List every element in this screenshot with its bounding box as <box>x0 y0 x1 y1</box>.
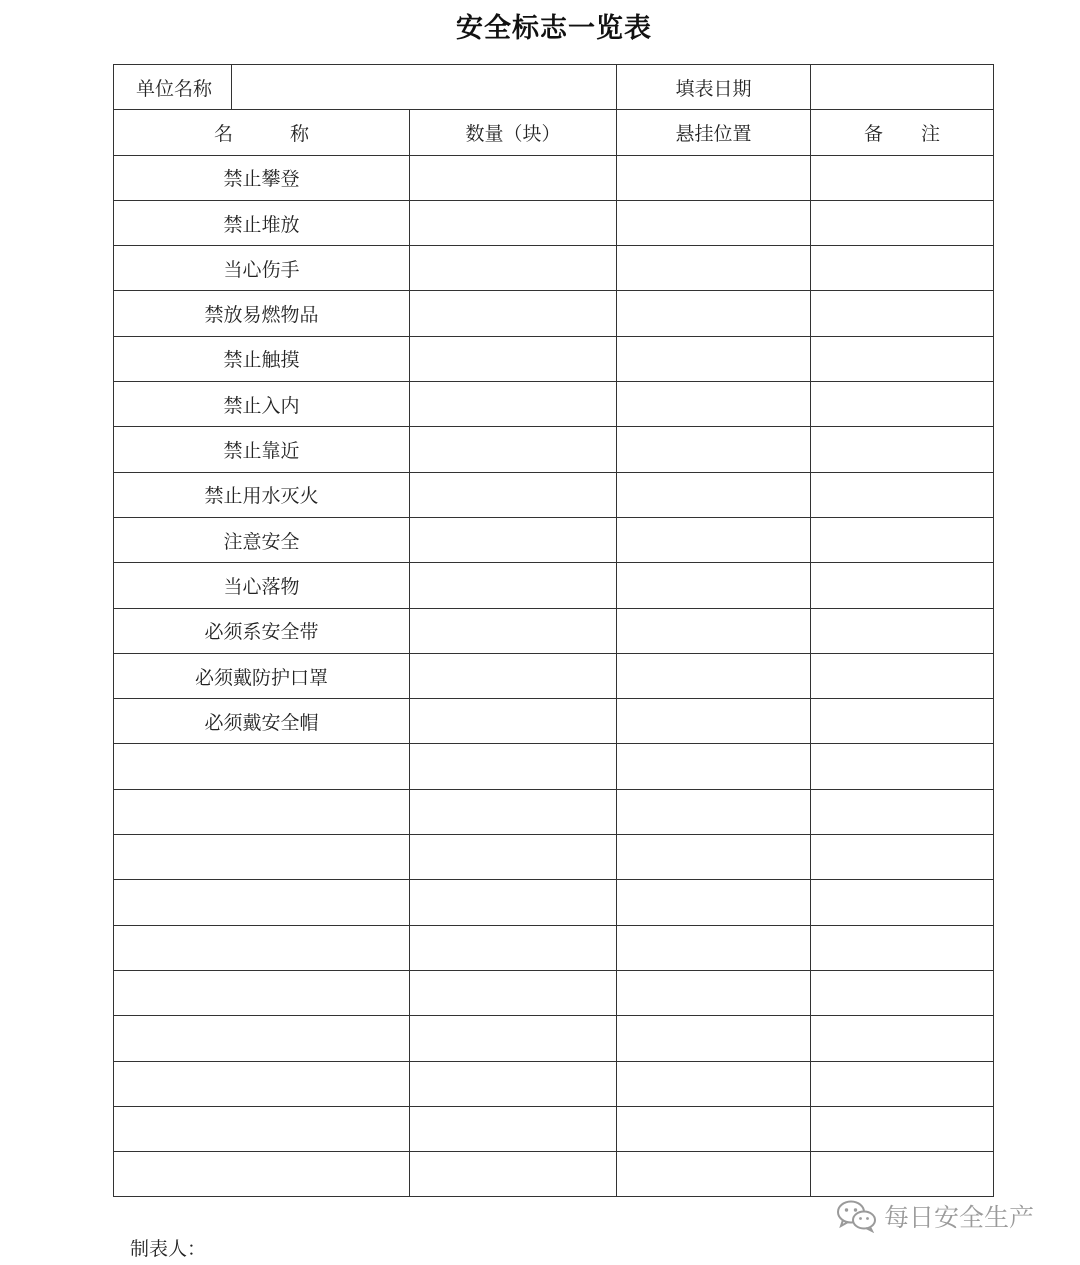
remark-cell[interactable] <box>811 382 994 427</box>
table-row <box>114 1106 994 1151</box>
quantity-cell[interactable] <box>410 291 617 336</box>
remark-cell[interactable] <box>811 246 994 291</box>
header-quantity: 数量（块） <box>410 110 617 155</box>
location-cell[interactable] <box>617 699 811 744</box>
quantity-cell[interactable] <box>410 472 617 517</box>
quantity-cell[interactable] <box>410 336 617 381</box>
quantity-cell[interactable] <box>410 382 617 427</box>
quantity-cell[interactable] <box>410 699 617 744</box>
quantity-cell[interactable] <box>410 970 617 1015</box>
remark-cell[interactable] <box>811 1061 994 1106</box>
table-row <box>114 1061 994 1106</box>
location-cell[interactable] <box>617 744 811 789</box>
sign-name-cell: 禁止靠近 <box>114 427 410 472</box>
remark-cell[interactable] <box>811 1106 994 1151</box>
table-row <box>114 653 994 698</box>
safety-sign-table <box>113 64 994 1197</box>
table-row <box>114 608 994 653</box>
table-row <box>114 382 994 427</box>
remark-cell[interactable] <box>811 970 994 1015</box>
quantity-cell[interactable] <box>410 925 617 970</box>
quantity-cell[interactable] <box>410 427 617 472</box>
sign-name-cell <box>114 835 410 880</box>
wechat-icon <box>836 1199 878 1233</box>
table-row <box>114 835 994 880</box>
sign-name-cell: 禁止堆放 <box>114 200 410 245</box>
table-row <box>114 925 994 970</box>
table-row <box>114 789 994 834</box>
sign-name-cell <box>114 970 410 1015</box>
table-row <box>114 970 994 1015</box>
quantity-cell[interactable] <box>410 789 617 834</box>
sign-name-cell: 禁止攀登 <box>114 155 410 200</box>
sign-name-cell: 必须戴安全帽 <box>114 699 410 744</box>
sign-name-cell: 必须系安全带 <box>114 608 410 653</box>
sign-name-cell: 禁止用水灭火 <box>114 472 410 517</box>
table-row <box>114 336 994 381</box>
sign-name-cell: 必须戴防护口罩 <box>114 653 410 698</box>
sign-name-cell: 禁止入内 <box>114 382 410 427</box>
unit-name-field[interactable] <box>232 65 617 110</box>
fill-date-label: 填表日期 <box>617 65 811 110</box>
remark-cell[interactable] <box>811 563 994 608</box>
remark-cell[interactable] <box>811 291 994 336</box>
table-row <box>114 427 994 472</box>
remark-cell[interactable] <box>811 699 994 744</box>
quantity-cell[interactable] <box>410 517 617 562</box>
location-cell[interactable] <box>617 1061 811 1106</box>
location-cell[interactable] <box>617 1106 811 1151</box>
sign-name-cell <box>114 1106 410 1151</box>
table-row <box>114 1016 994 1061</box>
location-cell[interactable] <box>617 563 811 608</box>
quantity-cell[interactable] <box>410 246 617 291</box>
location-cell[interactable] <box>617 336 811 381</box>
table-row <box>114 699 994 744</box>
header-name: 名 称 <box>114 110 410 155</box>
sign-name-cell: 禁放易燃物品 <box>114 291 410 336</box>
remark-cell[interactable] <box>811 744 994 789</box>
location-cell[interactable] <box>617 1016 811 1061</box>
table-row <box>114 563 994 608</box>
remark-cell[interactable] <box>811 1152 994 1197</box>
table-row <box>114 246 994 291</box>
table-row <box>114 744 994 789</box>
remark-cell[interactable] <box>811 789 994 834</box>
sign-name-cell: 注意安全 <box>114 517 410 562</box>
quantity-cell[interactable] <box>410 1061 617 1106</box>
remark-cell[interactable] <box>811 472 994 517</box>
remark-cell[interactable] <box>811 1016 994 1061</box>
remark-cell[interactable] <box>811 835 994 880</box>
header-row <box>114 110 994 155</box>
table-row <box>114 200 994 245</box>
remark-cell[interactable] <box>811 200 994 245</box>
header-remark: 备 注 <box>811 110 994 155</box>
info-row <box>114 65 994 110</box>
sign-name-cell: 当心伤手 <box>114 246 410 291</box>
unit-name-label: 单位名称 <box>114 65 232 110</box>
sign-name-cell <box>114 925 410 970</box>
quantity-cell[interactable] <box>410 1016 617 1061</box>
quantity-cell[interactable] <box>410 653 617 698</box>
remark-cell[interactable] <box>811 653 994 698</box>
quantity-cell[interactable] <box>410 155 617 200</box>
quantity-cell[interactable] <box>410 744 617 789</box>
sign-name-cell <box>114 1152 410 1197</box>
quantity-cell[interactable] <box>410 880 617 925</box>
location-cell[interactable] <box>617 382 811 427</box>
location-cell[interactable] <box>617 246 811 291</box>
remark-cell[interactable] <box>811 336 994 381</box>
sign-name-cell <box>114 789 410 834</box>
location-cell[interactable] <box>617 608 811 653</box>
location-cell[interactable] <box>617 970 811 1015</box>
location-cell[interactable] <box>617 155 811 200</box>
table-row <box>114 1152 994 1197</box>
location-cell[interactable] <box>617 880 811 925</box>
table-row <box>114 517 994 562</box>
location-cell[interactable] <box>617 517 811 562</box>
watermark <box>836 1198 1034 1234</box>
location-cell[interactable] <box>617 472 811 517</box>
quantity-cell[interactable] <box>410 1152 617 1197</box>
page-title: 安全标志一览表 <box>456 13 652 44</box>
sign-name-cell <box>114 1061 410 1106</box>
quantity-cell[interactable] <box>410 835 617 880</box>
fill-date-field[interactable] <box>811 65 994 110</box>
remark-cell[interactable] <box>811 880 994 925</box>
remark-cell[interactable] <box>811 155 994 200</box>
sign-name-cell <box>114 744 410 789</box>
sign-name-cell: 当心落物 <box>114 563 410 608</box>
sign-name-cell <box>114 880 410 925</box>
header-location: 悬挂位置 <box>617 110 811 155</box>
location-cell[interactable] <box>617 291 811 336</box>
location-cell[interactable] <box>617 789 811 834</box>
table-row <box>114 880 994 925</box>
sign-name-cell: 禁止触摸 <box>114 336 410 381</box>
table-row <box>114 291 994 336</box>
table-row <box>114 155 994 200</box>
quantity-cell[interactable] <box>410 608 617 653</box>
watermark-text: 每日安全生产 <box>884 1203 1035 1232</box>
location-cell[interactable] <box>617 427 811 472</box>
remark-cell[interactable] <box>811 608 994 653</box>
location-cell[interactable] <box>617 835 811 880</box>
remark-cell[interactable] <box>811 427 994 472</box>
location-cell[interactable] <box>617 653 811 698</box>
table-row <box>114 472 994 517</box>
preparer-label: 制表人： <box>130 1238 207 1260</box>
remark-cell[interactable] <box>811 925 994 970</box>
remark-cell[interactable] <box>811 517 994 562</box>
location-cell[interactable] <box>617 925 811 970</box>
location-cell[interactable] <box>617 200 811 245</box>
location-cell[interactable] <box>617 1152 811 1197</box>
quantity-cell[interactable] <box>410 200 617 245</box>
quantity-cell[interactable] <box>410 563 617 608</box>
sign-name-cell <box>114 1016 410 1061</box>
quantity-cell[interactable] <box>410 1106 617 1151</box>
